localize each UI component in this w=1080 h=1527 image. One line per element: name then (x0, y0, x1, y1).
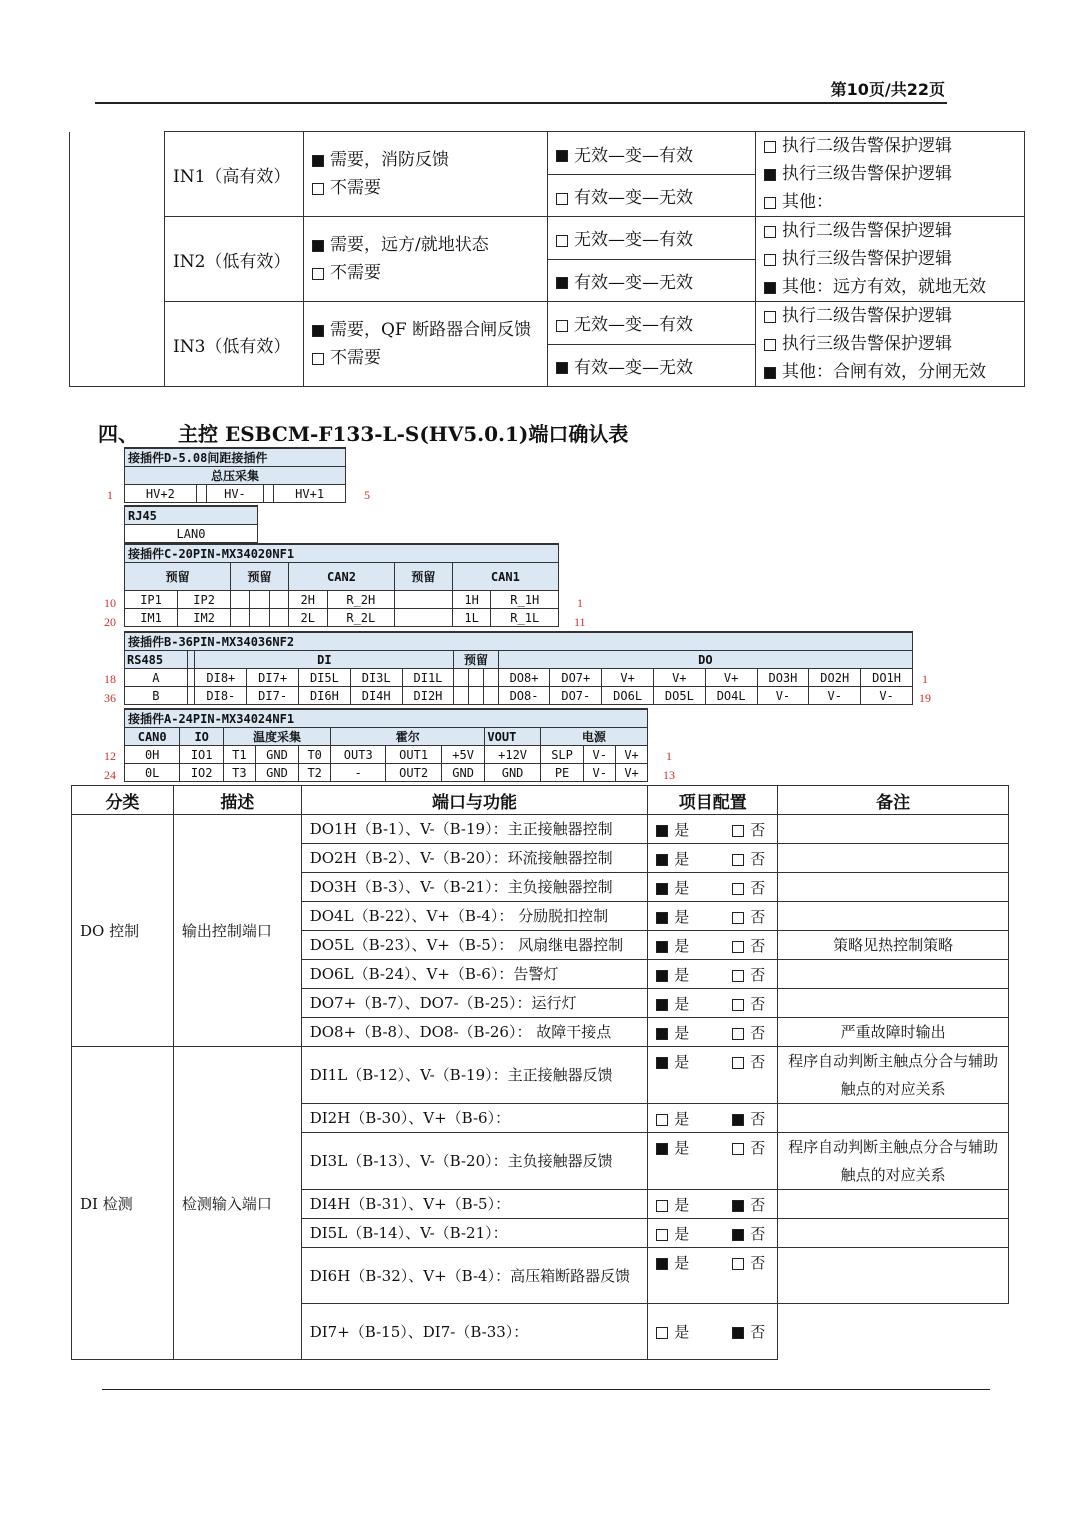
pin-cell: DI6H (299, 687, 351, 705)
pin-cell: DI7- (247, 687, 299, 705)
pin-cell: R_2L (327, 609, 394, 627)
no-checkbox[interactable] (732, 825, 744, 837)
description-cell: 检测输入端口 (173, 1047, 301, 1360)
pin-cell (231, 609, 250, 627)
pin-cell: DO8+ (498, 669, 550, 687)
logic-checkbox[interactable] (764, 367, 776, 379)
no-checkbox[interactable] (732, 941, 744, 953)
pin-cell: DI4H (350, 687, 402, 705)
no-label: 否 (750, 965, 766, 984)
pin-cell: - (331, 764, 386, 782)
no-label: 否 (750, 1053, 766, 1071)
pin-cell: V- (861, 687, 913, 705)
column-header: 端口与功能 (301, 786, 648, 815)
description-cell: 输出控制端口 (173, 815, 301, 1047)
yes-label: 是 (674, 1195, 690, 1214)
note-cell (778, 1104, 1009, 1133)
logic-checkbox[interactable] (764, 339, 776, 351)
no-label: 否 (750, 1224, 766, 1243)
yes-label: 是 (674, 1254, 690, 1272)
page-number: 第10页/共22页 (830, 80, 945, 99)
no-checkbox[interactable] (732, 883, 744, 895)
group-label: 预留 (231, 563, 289, 591)
connector-b-grid (124, 631, 913, 705)
no-checkbox[interactable] (732, 970, 744, 982)
logic-option: 执行二级告警保护逻辑 (782, 306, 952, 326)
pin-cell: DO3H (757, 669, 809, 687)
input-config-table (69, 131, 1025, 387)
trigger-checkbox[interactable] (556, 277, 568, 289)
no-checkbox[interactable] (732, 854, 744, 866)
pin-cell: DI5L (299, 669, 351, 687)
logic-option: 执行二级告警保护逻辑 (782, 136, 952, 156)
pin-cell: 1H (452, 591, 491, 609)
pin-cell: GND (255, 746, 299, 764)
pin-cell: V- (809, 687, 861, 705)
logic-option: 其他： (782, 192, 833, 212)
no-checkbox[interactable] (732, 1200, 744, 1212)
pin-cell: V+ (705, 669, 757, 687)
pin-index: 20 (104, 615, 116, 629)
pin-cell (187, 687, 195, 705)
group-label: 预留 (125, 563, 231, 591)
group-label: 温度采集 (223, 728, 330, 746)
connector-c-title: 接插件C-20PIN-MX34020NF1 (125, 544, 559, 563)
port-function: DO4L（B-22）、V+（B-4）： 分励脱扣控制 (301, 902, 648, 931)
pin-cell: HV+2 (125, 485, 197, 503)
no-checkbox[interactable] (732, 1229, 744, 1241)
logic-option: 其他：合闸有效，分闸无效 (782, 362, 986, 382)
yes-checkbox[interactable] (656, 1057, 668, 1069)
yes-label: 是 (674, 965, 690, 984)
port-config-table (71, 785, 1009, 1360)
yes-checkbox[interactable] (656, 1327, 668, 1339)
pin-index: 18 (104, 672, 116, 686)
yes-checkbox[interactable] (656, 970, 668, 982)
group-label: DO (498, 651, 912, 669)
pin-index: 1 (666, 749, 672, 763)
pin-cell: DO1H (861, 669, 913, 687)
pin-cell: DI2H (402, 687, 454, 705)
yes-label: 是 (674, 878, 690, 897)
trigger-checkbox[interactable] (556, 193, 568, 205)
no-label: 否 (750, 1109, 766, 1128)
pin-cell: 0H (125, 746, 180, 764)
pin-index: 13 (663, 768, 675, 782)
need-checkbox[interactable] (312, 325, 324, 337)
pin-cell: OUT2 (386, 764, 441, 782)
trigger-option: 无效—变—有效 (574, 145, 693, 166)
pin-cell (250, 609, 269, 627)
no-label: 否 (750, 1323, 766, 1341)
input-row (70, 217, 1025, 260)
yes-label: 是 (674, 820, 690, 839)
no-checkbox[interactable] (732, 912, 744, 924)
pin-cell: 2L (288, 609, 327, 627)
pin-cell: DO7+ (550, 669, 602, 687)
pin-cell: V+ (653, 669, 705, 687)
logic-option: 执行二级告警保护逻辑 (782, 221, 952, 241)
pin-cell: IP2 (178, 591, 231, 609)
yes-checkbox[interactable] (656, 941, 668, 953)
yes-label: 是 (674, 1139, 690, 1157)
pin-cell: DO2H (809, 669, 861, 687)
pin-cell: DO5L (653, 687, 705, 705)
note-cell: 程序自动判断主触点分合与辅助触点的对应关系 (778, 1047, 1009, 1104)
logic-checkbox[interactable] (764, 254, 776, 266)
need-checkbox[interactable] (312, 353, 324, 365)
column-header: 项目配置 (648, 786, 778, 815)
pin-index: 10 (104, 596, 116, 610)
category-cell: DO 控制 (72, 815, 174, 1047)
trigger-option: 有效—变—无效 (574, 188, 693, 208)
pin-index: 24 (104, 768, 116, 782)
input-name: IN2（低有效） (165, 217, 304, 302)
input-name: IN3（低有效） (165, 302, 304, 387)
yes-checkbox[interactable] (656, 912, 668, 924)
port-function: DI7+（B-15）、DI7-（B-33）： (301, 1304, 648, 1360)
pin-cell: HV+1 (274, 485, 346, 503)
group-label: 电源 (540, 728, 647, 746)
column-header: 备注 (778, 786, 1009, 815)
note-cell: 策略见热控制策略 (778, 931, 1009, 960)
note-cell (778, 1190, 1009, 1219)
yes-checkbox[interactable] (656, 1114, 668, 1126)
pin-cell: GND (255, 764, 299, 782)
section-title (98, 418, 628, 447)
yes-label: 是 (674, 849, 690, 868)
pin-cell: V- (757, 687, 809, 705)
no-label: 否 (750, 907, 766, 926)
pin-cell (483, 669, 498, 687)
yes-checkbox[interactable] (656, 1200, 668, 1212)
port-function: DI4H（B-31）、V+（B-5）： (301, 1190, 648, 1219)
pin-index: 1 (107, 488, 113, 502)
pin-cell: DO8- (498, 687, 550, 705)
pin-cell: T2 (299, 764, 331, 782)
note-cell (778, 844, 1009, 873)
yes-checkbox[interactable] (656, 1143, 668, 1155)
yes-checkbox[interactable] (656, 1028, 668, 1040)
input-row (70, 302, 1025, 345)
need-checkbox[interactable] (312, 155, 324, 167)
connector-a-grid (124, 708, 648, 782)
pin-cell (469, 687, 484, 705)
pin-cell (454, 669, 469, 687)
pin-index: 12 (104, 749, 116, 763)
pin-cell: +12V (485, 746, 540, 764)
column-header: 分类 (72, 786, 174, 815)
port-function: DO7+（B-7）、DO7-（B-25）：运行灯 (301, 989, 648, 1018)
pin-cell: OUT3 (331, 746, 386, 764)
pin-cell: R_2H (327, 591, 394, 609)
no-label: 否 (750, 1254, 766, 1272)
yes-checkbox[interactable] (656, 825, 668, 837)
connector-d-group: 总压采集 (125, 467, 346, 485)
no-checkbox[interactable] (732, 1114, 744, 1126)
note-cell (778, 989, 1009, 1018)
pin-cell: IM1 (125, 609, 178, 627)
section-number: 四、 (98, 422, 138, 446)
connector-d-title: 接插件D-5.08间距接插件 (125, 448, 346, 467)
pin-cell: R_1L (491, 609, 559, 627)
page-header (95, 75, 947, 104)
yes-label: 是 (674, 936, 690, 955)
port-function: DI5L（B-14）、V-（B-21）： (301, 1219, 648, 1248)
note-cell (778, 1304, 1009, 1360)
trigger-option: 有效—变—无效 (574, 357, 693, 378)
rj45-pin: LAN0 (125, 525, 258, 544)
pin-cell: V+ (602, 669, 654, 687)
port-function: DO2H（B-2）、V-（B-20）：环流接触器控制 (301, 844, 648, 873)
pin-cell (454, 687, 469, 705)
port-function: DI2H（B-30）、V+（B-6）： (301, 1104, 648, 1133)
yes-checkbox[interactable] (656, 1258, 668, 1270)
pin-cell (469, 669, 484, 687)
pin-cell: IP1 (125, 591, 178, 609)
pin-cell (269, 609, 288, 627)
group-label: IO (180, 728, 224, 746)
logic-checkbox[interactable] (764, 226, 776, 238)
section-heading: 主控 ESBCM-F133-L-S(HV5.0.1)端口确认表 (178, 422, 629, 446)
need-checkbox[interactable] (312, 240, 324, 252)
pin-cell: T3 (223, 764, 255, 782)
yes-checkbox[interactable] (656, 854, 668, 866)
note-cell (778, 1248, 1009, 1304)
note-cell (778, 873, 1009, 902)
yes-checkbox[interactable] (656, 999, 668, 1011)
group-label: VOUT (485, 728, 540, 746)
column-header: 描述 (173, 786, 301, 815)
yes-label: 是 (674, 1224, 690, 1243)
logic-option: 执行三级告警保护逻辑 (782, 164, 952, 184)
group-label: 预留 (395, 563, 453, 591)
trigger-option: 无效—变—有效 (574, 315, 693, 336)
pin-cell (187, 669, 195, 687)
pin-cell: 1L (452, 609, 491, 627)
no-label: 否 (750, 820, 766, 839)
pin-index: 36 (104, 691, 116, 705)
footer-rule (102, 1389, 990, 1390)
port-function: DO6L（B-24）、V+（B-6）：告警灯 (301, 960, 648, 989)
pin-cell (269, 591, 288, 609)
pin-cell (250, 591, 269, 609)
no-checkbox[interactable] (732, 1143, 744, 1155)
pin-cell: DI8- (195, 687, 247, 705)
connector-b-title: 接插件B-36PIN-MX34036NF2 (125, 632, 913, 651)
pin-cell: 0L (125, 764, 180, 782)
note-cell (778, 960, 1009, 989)
note-cell: 程序自动判断主触点分合与辅助触点的对应关系 (778, 1133, 1009, 1190)
pin-cell: +5V (441, 746, 485, 764)
rj45-grid (124, 505, 258, 544)
yes-label: 是 (674, 1053, 690, 1071)
pin-cell (231, 591, 250, 609)
trigger-checkbox[interactable] (556, 150, 568, 162)
yes-label: 是 (674, 907, 690, 926)
group-label: 预留 (454, 651, 498, 669)
pin-cell: 2H (288, 591, 327, 609)
no-label: 否 (750, 936, 766, 955)
group-label: CAN0 (125, 728, 180, 746)
group-label: RS485 (125, 651, 188, 669)
pin-cell: T1 (223, 746, 255, 764)
pin-cell: V- (584, 764, 616, 782)
pin-cell: HV- (207, 485, 263, 503)
pin-cell: OUT1 (386, 746, 441, 764)
pin-cell: DI8+ (195, 669, 247, 687)
no-checkbox[interactable] (732, 1327, 744, 1339)
pin-cell: T0 (299, 746, 331, 764)
no-label: 否 (750, 1195, 766, 1214)
pin-cell (196, 485, 207, 503)
no-checkbox[interactable] (732, 1258, 744, 1270)
need-option: 需要，消防反馈 (330, 150, 449, 170)
pin-cell: V- (584, 746, 616, 764)
pin-index: 11 (574, 615, 586, 629)
pin-cell: V+ (616, 746, 648, 764)
input-name: IN1（高有效） (165, 132, 304, 217)
yes-label: 是 (674, 994, 690, 1013)
need-option: 不需要 (330, 348, 381, 368)
pin-cell: R_1H (491, 591, 559, 609)
pin-cell: DI3L (350, 669, 402, 687)
pin-cell: IO1 (180, 746, 224, 764)
no-checkbox[interactable] (732, 1057, 744, 1069)
logic-checkbox[interactable] (764, 282, 776, 294)
logic-option: 执行三级告警保护逻辑 (782, 249, 952, 269)
need-option: 不需要 (330, 263, 381, 283)
logic-option: 执行三级告警保护逻辑 (782, 334, 952, 354)
connector-c-grid (124, 543, 559, 627)
yes-checkbox[interactable] (656, 883, 668, 895)
no-label: 否 (750, 878, 766, 897)
yes-checkbox[interactable] (656, 1229, 668, 1241)
port-function: DO5L（B-23）、V+（B-5）： 风扇继电器控制 (301, 931, 648, 960)
need-option: 不需要 (330, 178, 381, 198)
pin-cell: DI7+ (247, 669, 299, 687)
logic-checkbox[interactable] (764, 169, 776, 181)
yes-label: 是 (674, 1109, 690, 1128)
trigger-option: 有效—变—无效 (574, 272, 693, 293)
pin-cell: DO7- (550, 687, 602, 705)
note-cell (778, 902, 1009, 931)
group-label: 霍尔 (331, 728, 485, 746)
pin-cell (395, 609, 453, 627)
pin-cell (263, 485, 274, 503)
need-option: 需要，远方/就地状态 (330, 235, 489, 255)
group-label: CAN2 (288, 563, 394, 591)
port-function: DI3L（B-13）、V-（B-20）：主负接触器反馈 (301, 1133, 648, 1190)
logic-checkbox[interactable] (764, 197, 776, 209)
logic-checkbox[interactable] (764, 311, 776, 323)
note-cell: 严重故障时输出 (778, 1018, 1009, 1047)
pin-cell: V+ (616, 764, 648, 782)
no-checkbox[interactable] (732, 999, 744, 1011)
group-label: CAN1 (452, 563, 558, 591)
port-row (72, 815, 1009, 844)
yes-label: 是 (674, 1323, 690, 1341)
pin-cell: IM2 (178, 609, 231, 627)
no-label: 否 (750, 1139, 766, 1157)
pin-index: 1 (922, 672, 928, 686)
pin-cell: DO4L (705, 687, 757, 705)
pin-index: 19 (919, 691, 931, 705)
note-cell (778, 1219, 1009, 1248)
pin-cell: GND (441, 764, 485, 782)
trigger-checkbox[interactable] (556, 320, 568, 332)
pin-cell: PE (540, 764, 584, 782)
port-function: DO3H（B-3）、V-（B-21）：主负接触器控制 (301, 873, 648, 902)
trigger-checkbox[interactable] (556, 235, 568, 247)
port-function: DI6H（B-32）、V+（B-4）：高压箱断路器反馈 (301, 1248, 648, 1304)
need-option: 需要，QF 断路器合闸反馈 (330, 320, 532, 340)
trigger-option: 无效—变—有效 (574, 230, 693, 251)
yes-label: 是 (674, 1023, 690, 1042)
port-function: DO1H（B-1）、V-（B-19）：主正接触器控制 (301, 815, 648, 844)
port-function: DI1L（B-12）、V-（B-19）：主正接触器反馈 (301, 1047, 648, 1104)
pin-cell: DO6L (602, 687, 654, 705)
no-label: 否 (750, 1023, 766, 1042)
need-checkbox[interactable] (312, 268, 324, 280)
need-checkbox[interactable] (312, 183, 324, 195)
logic-checkbox[interactable] (764, 141, 776, 153)
group-label: DI (195, 651, 454, 669)
pin-cell: SLP (540, 746, 584, 764)
pin-cell (483, 687, 498, 705)
pin-cell: IO2 (180, 764, 224, 782)
connector-a-title: 接插件A-24PIN-MX34024NF1 (125, 709, 648, 728)
port-function: DO8+（B-8）、DO8-（B-26）： 故障干接点 (301, 1018, 648, 1047)
rj45-title: RJ45 (125, 506, 258, 525)
port-row (72, 1047, 1009, 1104)
pin-index: 1 (577, 596, 583, 610)
no-label: 否 (750, 849, 766, 868)
note-cell (778, 815, 1009, 844)
pin-cell: DI1L (402, 669, 454, 687)
input-row (70, 132, 1025, 175)
no-checkbox[interactable] (732, 1028, 744, 1040)
pin-cell: GND (485, 764, 540, 782)
trigger-checkbox[interactable] (556, 362, 568, 374)
pin-cell: B (125, 687, 188, 705)
pin-cell: A (125, 669, 188, 687)
pin-cell (395, 591, 453, 609)
category-cell: DI 检测 (72, 1047, 174, 1360)
no-label: 否 (750, 994, 766, 1013)
logic-option: 其他：远方有效，就地无效 (782, 277, 986, 297)
connector-d-grid (124, 447, 346, 503)
pin-index: 5 (364, 488, 370, 502)
